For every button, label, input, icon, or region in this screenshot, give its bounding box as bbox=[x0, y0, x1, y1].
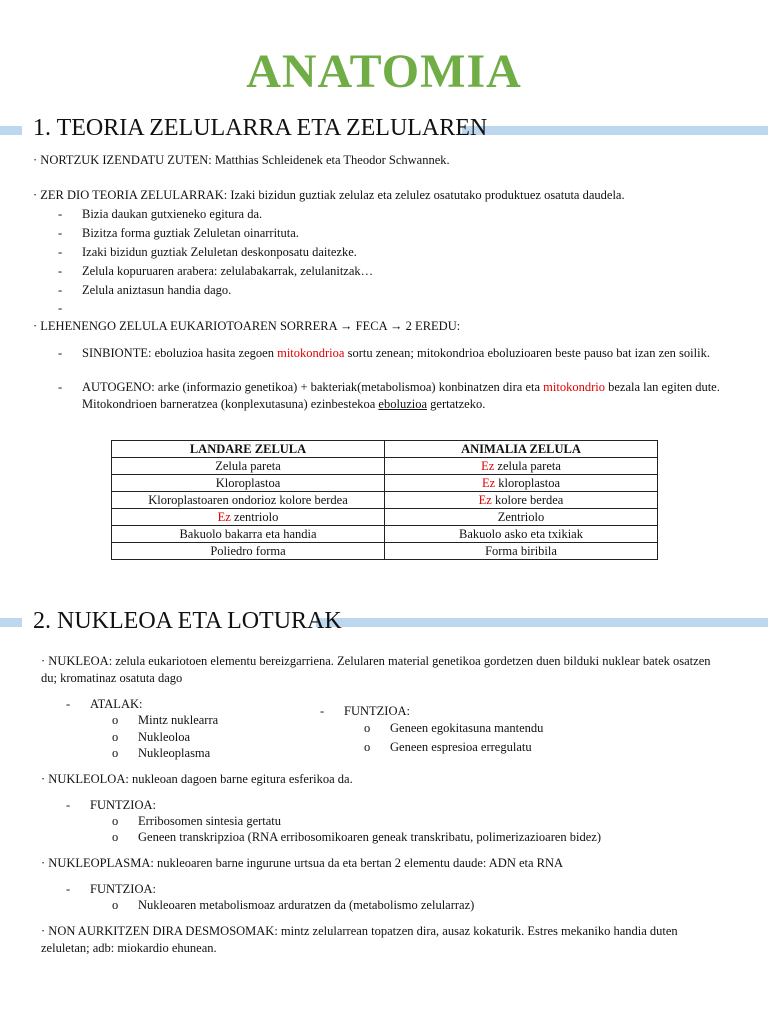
table-row bbox=[112, 475, 658, 492]
table-cell: Ez kloroplastoa bbox=[385, 475, 658, 492]
table-row bbox=[112, 509, 658, 526]
document-title: ANATOMIA bbox=[246, 45, 522, 98]
table-cell: Poliedro forma bbox=[112, 543, 385, 560]
table-header-animal: ANIMALIA ZELULA bbox=[385, 441, 658, 458]
table-row bbox=[112, 492, 658, 509]
section-2-heading: 2. NUKLEOA ETA LOTURAK bbox=[33, 608, 342, 634]
list-item: - Zelula aniztasun handia dago. bbox=[58, 283, 232, 297]
heading-bar-right bbox=[316, 618, 768, 627]
list-item: - Bizitza forma guztiak Zeluletan oinarrituta. bbox=[58, 226, 299, 240]
section-1-heading: 1. TEORIA ZELULARRA ETA ZELULAREN bbox=[33, 115, 488, 141]
list-item: - Zelula kopuruaren arabera: zelulabakarrak, zelulanitzak… bbox=[58, 264, 374, 278]
table-cell: Zentriolo bbox=[385, 509, 658, 526]
atalak-item: - ATALAK: bbox=[66, 697, 143, 711]
table-row bbox=[112, 543, 658, 560]
sub-item: o Erribosomen sintesia gertatu bbox=[112, 814, 282, 828]
table-header-row bbox=[112, 441, 658, 458]
table-cell: Ez zelula pareta bbox=[385, 458, 658, 475]
nukleoplasma-paragraph: · NUKLEOPLASMA: nukleoaren barne ingurune urtsua da eta bertan 2 elementu daude: ADN eta RNA bbox=[41, 856, 564, 870]
funtzioa-item: - FUNTZIOA: bbox=[320, 704, 410, 718]
sub-item: o Geneen egokitasuna mantendu bbox=[364, 721, 544, 735]
list-item: - Bizia daukan gutxieneko egitura da. bbox=[58, 207, 263, 221]
table-row bbox=[112, 526, 658, 543]
heading-bar-left bbox=[0, 126, 22, 135]
sub-item: o Mintz nuklearra bbox=[112, 713, 219, 727]
sub-item: o Nukleoplasma bbox=[112, 746, 211, 760]
cell-comparison-table bbox=[111, 440, 658, 560]
nukleoloa-paragraph: · NUKLEOLOA: nukleoan dagoen barne egitura esferikoa da. bbox=[41, 772, 353, 786]
table-cell: Bakuolo bakarra eta handia bbox=[112, 526, 385, 543]
list-item: - Izaki bizidun guztiak Zeluletan deskonposatu daitezke. bbox=[58, 245, 357, 259]
heading-bar-left bbox=[0, 618, 22, 627]
table-cell: Zelula pareta bbox=[112, 458, 385, 475]
heading-bar-right bbox=[462, 126, 768, 135]
desmosomak-paragraph: · NON AURKITZEN DIRA DESMOSOMAK: mintz zelularrean topatzen dira, ausaz kokaturik. Estres mekaniko handia duten zeluletan; adb: miokardio ehunean. bbox=[41, 924, 678, 955]
table-cell: Ez zentriolo bbox=[112, 509, 385, 526]
table-cell: Forma biribila bbox=[385, 543, 658, 560]
table-cell: Bakuolo asko eta txikiak bbox=[385, 526, 658, 543]
sub-item: o Nukleoaren metabolismoaz arduratzen da (metabolismo zelularraz) bbox=[112, 898, 475, 912]
table-cell: Ez kolore berdea bbox=[385, 492, 658, 509]
table-header-plant: LANDARE ZELULA bbox=[112, 441, 385, 458]
model-autogeno: - AUTOGENO: arke (informazio genetikoa) + bakteriak(metabolismoa) konbinatzen dira eta mitokondrio bezala lan egiten dute. Mitokondrioen barneratzea (konplexutasuna) ezinbestekoa eboluzioa gertatzeko. bbox=[58, 380, 720, 411]
funtzioa-item: - FUNTZIOA: bbox=[66, 798, 156, 812]
table-row bbox=[112, 458, 658, 475]
sub-item: o Nukleoloa bbox=[112, 730, 191, 744]
sub-item: o Geneen espresioa erregulatu bbox=[364, 740, 532, 754]
origin-paragraph: · LEHENENGO ZELULA EUKARIOTOAREN SORRERA → FECA → 2 EREDU: bbox=[33, 319, 461, 333]
nukleoa-paragraph: · NUKLEOA: zelula eukariotoen elementu bereizgarriena. Zelularen material genetikoa gordetzen duen bilduki nuklear batek osatzen du; kromatinaz osatuta dago bbox=[41, 654, 711, 685]
who-paragraph: · NORTZUK IZENDATU ZUTEN: Matthias Schleidenek eta Theodor Schwannek. bbox=[33, 153, 450, 167]
funtzioa-item: - FUNTZIOA: bbox=[66, 882, 156, 896]
table-cell: Kloroplastoa bbox=[112, 475, 385, 492]
sub-item: o Geneen transkripzioa (RNA erribosomikoaren geneak transkribatu, polimerizazioaren bidez) bbox=[112, 830, 602, 844]
table-cell: Kloroplastoaren ondorioz kolore berdea bbox=[112, 492, 385, 509]
theory-paragraph: · ZER DIO TEORIA ZELULARRAK: Izaki bizidun guztiak zelulaz eta zelulez osatutako produktuez osatuta daudela. bbox=[33, 188, 625, 202]
model-sinbionte: - SINBIONTE: eboluzioa hasita zegoen mitokondrioa sortu zenean; mitokondrioa eboluzioaren beste pauso bat izan zen soilik. bbox=[58, 346, 710, 360]
